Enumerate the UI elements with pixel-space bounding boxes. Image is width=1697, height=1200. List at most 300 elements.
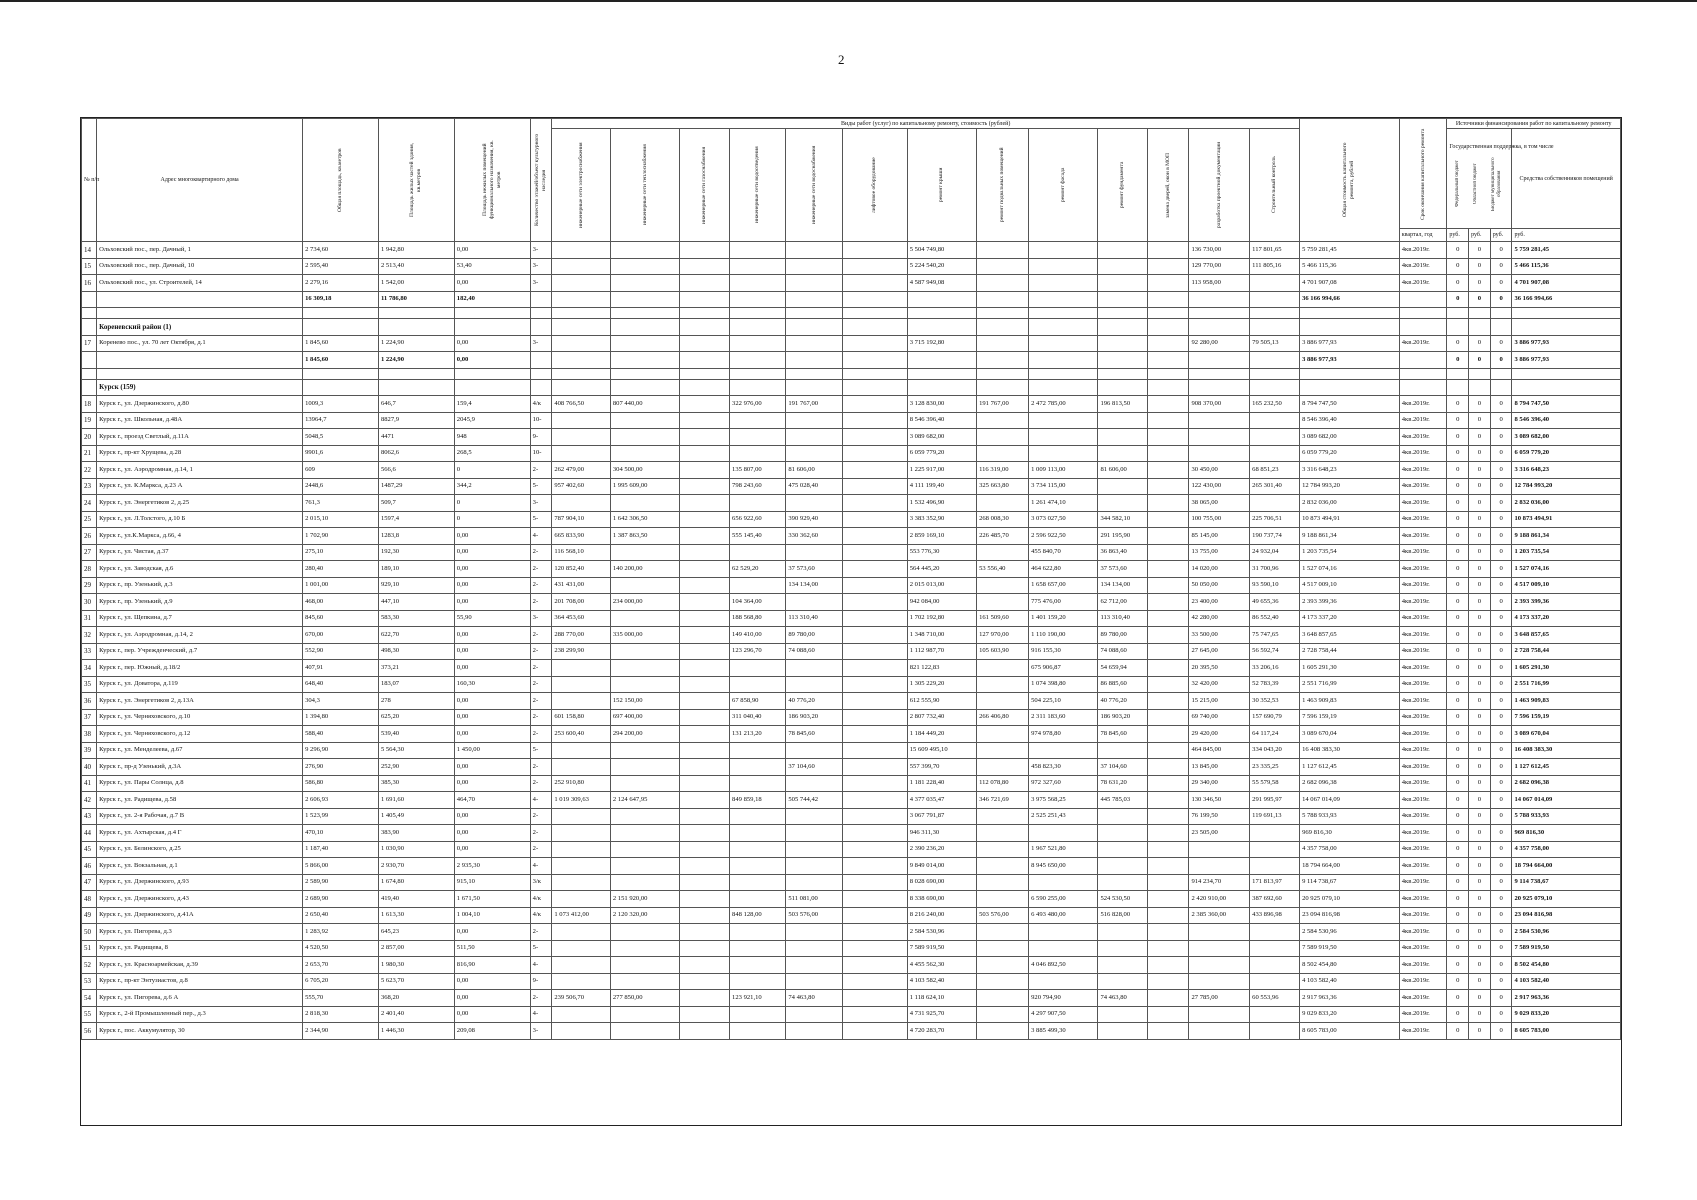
row-work-cost: 31 700,96 (1250, 561, 1300, 578)
row-area-total: 670,00 (303, 627, 379, 644)
row-work-cost (610, 874, 679, 891)
row-address: Курск г., ул. Вокзальная, д.1 (97, 858, 303, 875)
row-work-cost: 972 327,60 (1029, 775, 1098, 792)
row-work-cost (842, 445, 907, 462)
page-number: 2 (838, 52, 845, 67)
row-work-cost: 288 770,00 (552, 627, 611, 644)
row-area-total: 470,10 (303, 825, 379, 842)
row-work-cost (842, 335, 907, 352)
row-work-cost (1148, 242, 1189, 259)
row-work-cost (842, 242, 907, 259)
empty-cell (907, 291, 976, 308)
row-work-cost (730, 495, 786, 512)
empty-cell (1250, 291, 1300, 308)
row-work-cost: 186 903,20 (786, 709, 842, 726)
row-area-nonres: 816,90 (454, 957, 530, 974)
row-work-cost (1029, 275, 1098, 292)
row-work-cost: 821 122,83 (907, 660, 976, 677)
row-floors: 3- (530, 1023, 552, 1040)
row-work-cost (977, 242, 1029, 259)
row-number: 15 (82, 258, 97, 275)
row-number: 27 (82, 544, 97, 561)
row-total-cost: 16 408 383,30 (1300, 742, 1400, 759)
row-deadline: 4кв.2019г. (1399, 544, 1447, 561)
row-floors: 2- (530, 759, 552, 776)
col-work-3-header: инженерные сети газоснабжения (680, 129, 730, 242)
empty-cell (530, 352, 552, 369)
row-address: Коренево пос., ул. 70 лет Октября, д.1 (97, 335, 303, 352)
row-floors: 3- (530, 335, 552, 352)
empty-cell (1250, 379, 1300, 396)
row-work-cost (1148, 610, 1189, 627)
row-funding: 0 (1469, 693, 1491, 710)
row-work-cost (786, 874, 842, 891)
row-work-cost: 957 402,60 (552, 478, 611, 495)
row-area-living: 189,10 (378, 561, 454, 578)
row-total-cost: 2 551 716,99 (1300, 676, 1400, 693)
row-work-cost: 4 103 582,40 (907, 973, 976, 990)
row-area-living: 1 691,60 (378, 792, 454, 809)
table-row (82, 396, 1621, 413)
row-funding: 0 (1469, 242, 1491, 259)
subtotal-funding: 0 (1469, 291, 1491, 308)
row-floors: 2- (530, 990, 552, 1007)
spacer-row (82, 368, 1621, 379)
row-area-living: 2 857,00 (378, 940, 454, 957)
fin-regional-header: Областной бюджет (1473, 163, 1479, 204)
row-work-cost (680, 643, 730, 660)
row-work-cost (977, 412, 1029, 429)
subtotal-funding: 0 (1469, 352, 1491, 369)
row-work-cost: 20 395,50 (1189, 660, 1250, 677)
row-funding: 0 (1469, 759, 1491, 776)
row-area-total: 1 845,60 (303, 335, 379, 352)
row-work-cost (730, 242, 786, 259)
row-funding: 0 (1447, 1023, 1469, 1040)
row-work-cost: 325 663,80 (977, 478, 1029, 495)
row-work-cost (842, 841, 907, 858)
empty-cell (530, 319, 552, 336)
row-work-cost (1250, 924, 1300, 941)
row-number: 43 (82, 808, 97, 825)
row-work-cost: 344 582,10 (1098, 511, 1148, 528)
row-work-cost (786, 775, 842, 792)
row-funding: 0 (1469, 660, 1491, 677)
row-work-cost (842, 891, 907, 908)
row-work-cost (552, 957, 611, 974)
empty-cell (1148, 308, 1189, 319)
row-work-cost (842, 610, 907, 627)
row-total-cost: 969 816,30 (1300, 825, 1400, 842)
row-work-cost (730, 775, 786, 792)
row-work-cost: 1 995 609,00 (610, 478, 679, 495)
row-area-living: 5 564,30 (378, 742, 454, 759)
row-funding: 0 (1447, 528, 1469, 545)
row-funding: 0 (1447, 957, 1469, 974)
row-funding: 0 (1447, 577, 1469, 594)
empty-cell (1029, 308, 1098, 319)
empty-cell (842, 368, 907, 379)
row-work-cost (786, 1006, 842, 1023)
row-address: Курск г., ул. Радищева, 8 (97, 940, 303, 957)
row-address: Курск г., ул. Аэродромная, д.14, 1 (97, 462, 303, 479)
row-work-cost: 33 206,16 (1250, 660, 1300, 677)
row-funding: 0 (1490, 258, 1512, 275)
row-funding: 0 (1447, 445, 1469, 462)
row-work-cost (552, 825, 611, 842)
row-work-cost (1148, 940, 1189, 957)
row-floors: 2- (530, 825, 552, 842)
row-work-cost: 2 311 183,60 (1029, 709, 1098, 726)
row-funding: 0 (1490, 561, 1512, 578)
row-work-cost (1250, 825, 1300, 842)
row-work-cost (1148, 335, 1189, 352)
row-total-cost: 8 794 747,50 (1300, 396, 1400, 413)
row-funding: 0 (1469, 726, 1491, 743)
row-work-cost: 2 596 922,50 (1029, 528, 1098, 545)
row-work-cost (842, 808, 907, 825)
row-floors: 4- (530, 1006, 552, 1023)
row-deadline: 4кв.2019г. (1399, 709, 1447, 726)
row-work-cost (1189, 858, 1250, 875)
row-work-cost: 1 073 412,00 (552, 907, 611, 924)
row-work-cost: 196 813,50 (1098, 396, 1148, 413)
subtotal-area-nonres: 0,00 (454, 352, 530, 369)
row-number: 28 (82, 561, 97, 578)
row-work-cost (1029, 429, 1098, 446)
row-deadline: 4кв.2019г. (1399, 676, 1447, 693)
row-work-cost (1250, 275, 1300, 292)
row-deadline: 4кв.2019г. (1399, 660, 1447, 677)
row-area-total: 588,40 (303, 726, 379, 743)
empty-cell (1189, 352, 1250, 369)
row-work-cost (977, 940, 1029, 957)
row-work-cost: 3 073 027,50 (1029, 511, 1098, 528)
row-work-cost: 252 910,80 (552, 775, 611, 792)
row-work-cost: 33 500,00 (1189, 627, 1250, 644)
empty-cell (842, 379, 907, 396)
row-funding: 0 (1469, 495, 1491, 512)
empty-cell (842, 291, 907, 308)
empty-cell (530, 308, 552, 319)
row-total-cost: 1 463 909,83 (1300, 693, 1400, 710)
row-work-cost (786, 973, 842, 990)
row-work-cost (552, 808, 611, 825)
row-owners-funds: 1 127 612,45 (1512, 759, 1621, 776)
row-work-cost (786, 825, 842, 842)
row-work-cost: 86 552,40 (1250, 610, 1300, 627)
row-total-cost: 6 059 779,20 (1300, 445, 1400, 462)
row-address: Курск г., ул. Черняховского, д.12 (97, 726, 303, 743)
row-total-cost: 18 794 664,00 (1300, 858, 1400, 875)
col-work-1-header: инженерные сети электроснабжения (552, 129, 611, 242)
row-work-cost (1029, 258, 1098, 275)
row-work-cost (1250, 1006, 1300, 1023)
row-funding: 0 (1447, 825, 1469, 842)
row-work-cost: 390 929,40 (786, 511, 842, 528)
row-deadline: 4кв.2019г. (1399, 907, 1447, 924)
empty-cell (378, 308, 454, 319)
empty-cell (1189, 379, 1250, 396)
row-work-cost: 475 028,40 (786, 478, 842, 495)
row-work-cost (977, 726, 1029, 743)
row-work-cost: 113 310,40 (786, 610, 842, 627)
row-owners-funds: 2 551 716,99 (1512, 676, 1621, 693)
row-work-cost (610, 335, 679, 352)
row-floors: 5- (530, 742, 552, 759)
row-work-cost (610, 973, 679, 990)
row-work-cost (552, 759, 611, 776)
empty-cell (730, 319, 786, 336)
row-floors: 5- (530, 511, 552, 528)
empty-cell (610, 308, 679, 319)
row-work-cost: 93 590,10 (1250, 577, 1300, 594)
row-floors: 3- (530, 242, 552, 259)
row-owners-funds: 3 316 648,23 (1512, 462, 1621, 479)
row-funding: 0 (1447, 990, 1469, 1007)
row-funding: 0 (1447, 775, 1469, 792)
row-area-nonres: 0,00 (454, 924, 530, 941)
row-work-cost (1148, 462, 1189, 479)
row-floors: 2- (530, 726, 552, 743)
row-funding: 0 (1447, 462, 1469, 479)
row-work-cost: 129 770,00 (1189, 258, 1250, 275)
row-funding: 0 (1490, 643, 1512, 660)
row-work-cost: 266 406,80 (977, 709, 1029, 726)
col-deadline-header: Срок окончания капитального ремонта (1399, 119, 1447, 229)
row-deadline: 4кв.2019г. (1399, 561, 1447, 578)
row-address: Курск г., ул. Дзержинского, д.80 (97, 396, 303, 413)
row-work-cost (842, 544, 907, 561)
row-owners-funds: 10 873 494,91 (1512, 511, 1621, 528)
row-work-cost (610, 429, 679, 446)
row-work-cost (842, 643, 907, 660)
row-work-cost (680, 1023, 730, 1040)
table-row (82, 990, 1621, 1007)
row-work-cost (610, 445, 679, 462)
row-work-cost: 3 885 499,30 (1029, 1023, 1098, 1040)
row-work-cost (680, 528, 730, 545)
empty-cell (303, 319, 379, 336)
row-total-cost: 7 589 919,50 (1300, 940, 1400, 957)
empty-cell (97, 352, 303, 369)
table-row (82, 891, 1621, 908)
row-work-cost: 294 200,00 (610, 726, 679, 743)
row-work-cost (1189, 924, 1250, 941)
row-work-cost (552, 335, 611, 352)
row-floors: 2- (530, 693, 552, 710)
row-total-cost: 4 701 907,08 (1300, 275, 1400, 292)
row-work-cost (1098, 808, 1148, 825)
row-address: Курск г., ул. Заводская, д.6 (97, 561, 303, 578)
row-area-living: 8062,6 (378, 445, 454, 462)
empty-cell (680, 379, 730, 396)
capital-repair-table (81, 118, 1621, 1040)
row-deadline: 4кв.2019г. (1399, 841, 1447, 858)
row-funding: 0 (1490, 874, 1512, 891)
row-work-cost: 3 128 830,00 (907, 396, 976, 413)
row-area-nonres: 209,08 (454, 1023, 530, 1040)
row-work-cost (730, 335, 786, 352)
row-work-cost (610, 759, 679, 776)
row-floors: 2- (530, 544, 552, 561)
empty-cell (977, 291, 1029, 308)
row-total-cost: 3 886 977,93 (1300, 335, 1400, 352)
row-floors: 4- (530, 858, 552, 875)
row-work-cost: 116 568,10 (552, 544, 611, 561)
subtotal-area-living: 11 786,80 (378, 291, 454, 308)
empty-cell (1399, 352, 1447, 369)
row-area-living: 383,90 (378, 825, 454, 842)
subtotal-area-nonres: 182,40 (454, 291, 530, 308)
row-work-cost (977, 759, 1029, 776)
row-area-living: 5 623,70 (378, 973, 454, 990)
row-area-nonres: 2 935,30 (454, 858, 530, 875)
row-area-nonres: 0,00 (454, 643, 530, 660)
row-work-cost: 4 377 035,47 (907, 792, 976, 809)
row-work-cost (730, 412, 786, 429)
row-work-cost: 81 606,00 (1098, 462, 1148, 479)
row-work-cost (1029, 742, 1098, 759)
row-work-cost: 291 995,97 (1250, 792, 1300, 809)
empty-cell (552, 352, 611, 369)
row-floors: 10- (530, 445, 552, 462)
empty-cell (907, 308, 976, 319)
empty-cell (610, 379, 679, 396)
row-number: 47 (82, 874, 97, 891)
row-work-cost: 76 199,50 (1189, 808, 1250, 825)
table-row (82, 676, 1621, 693)
row-owners-funds: 23 094 816,98 (1512, 907, 1621, 924)
row-deadline: 4кв.2019г. (1399, 924, 1447, 941)
row-area-living: 368,20 (378, 990, 454, 1007)
row-funding: 0 (1469, 858, 1491, 875)
row-funding: 0 (1447, 412, 1469, 429)
row-work-cost (842, 577, 907, 594)
row-work-cost: 335 000,00 (610, 627, 679, 644)
row-area-living: 1 405,49 (378, 808, 454, 825)
row-work-cost (1250, 412, 1300, 429)
row-area-total: 555,70 (303, 990, 379, 1007)
district-title: Курск (159) (97, 379, 303, 396)
row-area-nonres: 0,00 (454, 1006, 530, 1023)
row-funding: 0 (1469, 775, 1491, 792)
row-area-total: 5 866,00 (303, 858, 379, 875)
row-work-cost (610, 858, 679, 875)
row-work-cost (842, 825, 907, 842)
row-area-total: 6 705,20 (303, 973, 379, 990)
row-work-cost (977, 495, 1029, 512)
row-total-cost: 9 188 861,34 (1300, 528, 1400, 545)
row-work-cost (977, 544, 1029, 561)
row-funding: 0 (1447, 676, 1469, 693)
row-number: 54 (82, 990, 97, 1007)
row-work-cost (680, 891, 730, 908)
row-work-cost (680, 841, 730, 858)
row-area-total: 648,40 (303, 676, 379, 693)
row-work-cost (1098, 973, 1148, 990)
capital-repair-table-sheet (80, 117, 1622, 1126)
gov-support-header: Государственная поддержка, в том числе Федеральный бюджет Областной бюджет Бюджет муниципального образования (1447, 129, 1512, 229)
row-work-cost: 253 600,40 (552, 726, 611, 743)
row-funding: 0 (1490, 610, 1512, 627)
row-number: 29 (82, 577, 97, 594)
row-work-cost (610, 577, 679, 594)
row-work-cost (552, 1023, 611, 1040)
row-address: Курск г., ул. Щепкина, д.7 (97, 610, 303, 627)
row-work-cost (1189, 1023, 1250, 1040)
row-work-cost (680, 825, 730, 842)
row-work-cost: 53 556,40 (977, 561, 1029, 578)
row-work-cost (730, 858, 786, 875)
row-work-cost: 916 155,30 (1029, 643, 1098, 660)
row-work-cost (1148, 594, 1189, 611)
row-area-nonres: 268,5 (454, 445, 530, 462)
row-work-cost: 516 828,00 (1098, 907, 1148, 924)
row-work-cost (680, 808, 730, 825)
row-area-living: 447,10 (378, 594, 454, 611)
row-deadline: 4кв.2019г. (1399, 693, 1447, 710)
row-work-cost: 123 296,70 (730, 643, 786, 660)
empty-cell (1148, 352, 1189, 369)
row-work-cost: 27 785,00 (1189, 990, 1250, 1007)
row-work-cost: 974 978,80 (1029, 726, 1098, 743)
row-funding: 0 (1469, 841, 1491, 858)
row-area-nonres: 511,50 (454, 940, 530, 957)
row-total-cost: 4 517 009,10 (1300, 577, 1400, 594)
row-work-cost: 157 690,79 (1250, 709, 1300, 726)
row-work-cost: 69 740,00 (1189, 709, 1250, 726)
row-owners-funds: 1 527 074,16 (1512, 561, 1621, 578)
row-work-cost (842, 1006, 907, 1023)
col-area-living-header: Площадь жилых частей здания, кв.метров (378, 119, 454, 242)
table-row (82, 577, 1621, 594)
row-work-cost (552, 973, 611, 990)
row-number: 45 (82, 841, 97, 858)
table-row (82, 858, 1621, 875)
row-total-cost: 2 393 399,36 (1300, 594, 1400, 611)
row-area-living: 278 (378, 693, 454, 710)
row-funding: 0 (1490, 775, 1512, 792)
row-work-cost: 239 506,70 (552, 990, 611, 1007)
row-work-cost (1148, 412, 1189, 429)
empty-cell (1029, 379, 1098, 396)
row-work-cost (680, 990, 730, 1007)
row-work-cost (730, 429, 786, 446)
empty-cell (530, 379, 552, 396)
row-deadline: 4кв.2019г. (1399, 775, 1447, 792)
row-work-cost (1148, 1006, 1189, 1023)
row-work-cost (552, 891, 611, 908)
row-floors: 2- (530, 462, 552, 479)
row-work-cost: 117 801,65 (1250, 242, 1300, 259)
row-work-cost (1029, 874, 1098, 891)
row-work-cost: 2 859 169,10 (907, 528, 976, 545)
row-total-cost: 2 584 530,96 (1300, 924, 1400, 941)
row-work-cost (552, 693, 611, 710)
row-work-cost (786, 242, 842, 259)
row-funding: 0 (1490, 594, 1512, 611)
row-owners-funds: 1 463 909,83 (1512, 693, 1621, 710)
row-area-living: 646,7 (378, 396, 454, 413)
row-area-nonres: 1 004,10 (454, 907, 530, 924)
empty-cell (552, 368, 611, 379)
row-work-cost: 64 117,24 (1250, 726, 1300, 743)
row-work-cost (610, 940, 679, 957)
row-address: Курск г., ул. Ахтырская, д.4 Г (97, 825, 303, 842)
empty-cell (610, 319, 679, 336)
row-work-cost (680, 676, 730, 693)
